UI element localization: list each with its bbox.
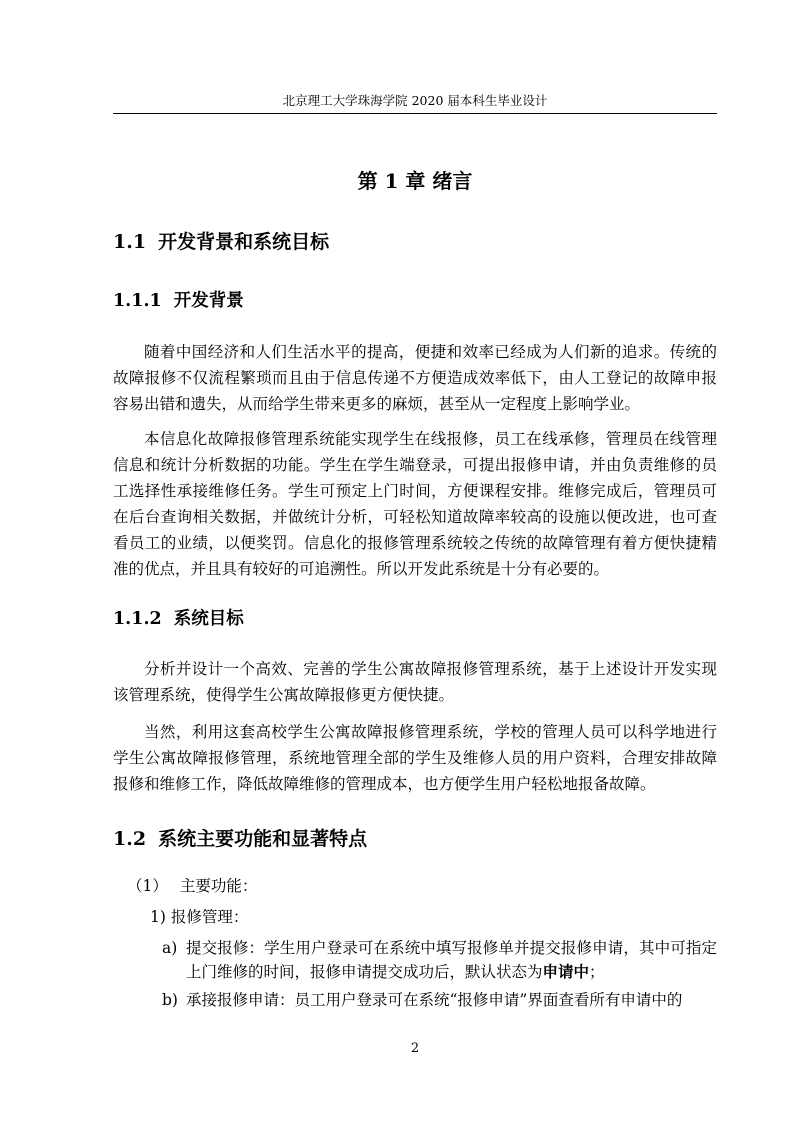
- list-item-body: [186, 936, 717, 984]
- section-heading-1-1-2: [113, 606, 244, 632]
- section-number: 1.1.1: [113, 291, 162, 311]
- list-item-body: 承接报修申请：员工用户登录可在系统“报修申请”界面查看所有申请中的: [186, 991, 683, 1009]
- paragraph: 分析并设计一个高效、完善的学生公寓故障报修管理系统，基于上述设计开发实现该管理系统，使得学生公寓故障报修更方便快捷。: [113, 660, 717, 704]
- section-title: 系统目标: [173, 609, 244, 629]
- list-item-level-1: [127, 874, 257, 898]
- list-item-end: ；: [589, 963, 605, 981]
- section-heading-1-1: [113, 228, 329, 256]
- paragraph: 随着中国经济和人们生活水平的提高，便捷和效率已经成为人们新的追求。传统的故障报修不仅流程繁琐而且由于信息传递不方便造成效率低下，由人工登记的故障申报容易出错和遗失，从而给学生带来更多的麻烦，甚至从一定程度上影响学业。: [113, 343, 717, 413]
- paragraph: 当然，利用这套高校学生公寓故障报修管理系统，学校的管理人员可以科学地进行学生公寓故障报修管理，系统地管理全部的学生及维修人员的用户资料，合理安排故障报修和维修工作，降低故障维修的管理成本，也方便学生用户轻松地报备故障。: [113, 723, 717, 793]
- section-title: 开发背景和系统目标: [158, 231, 330, 253]
- list-number: （1）: [127, 877, 168, 895]
- section-title: 开发背景: [173, 291, 244, 311]
- section-number: 1.1: [113, 231, 147, 253]
- section-heading-1-1-1: [113, 288, 244, 314]
- list-item-text: 提交报修：学生用户登录可在系统中填写报修单并提交报修申请，其中可指定上门维修的时间，报修申请提交成功后，默认状态为: [186, 939, 717, 981]
- list-item-a: [150, 936, 717, 984]
- list-item-level-2: 1) 报修管理：: [150, 908, 249, 926]
- running-header: 北京理工大学珠海学院 2020 届本科生毕业设计: [282, 93, 548, 108]
- section-number: 1.1.2: [113, 609, 162, 629]
- header-rule: [113, 113, 717, 114]
- chapter-title: 第 1 章 绪言: [357, 169, 473, 193]
- status-emphasis: 申请中: [542, 962, 590, 981]
- list-text: 主要功能：: [179, 877, 258, 895]
- section-heading-1-2: [113, 825, 367, 853]
- list-marker: a): [162, 939, 178, 957]
- paragraph: 本信息化故障报修管理系统能实现学生在线报修，员工在线承修，管理员在线管理信息和统计分析数据的功能。学生在学生端登录，可提出报修申请，并由负责维修的员工选择性承接维修任务。学生可预定上门时间，方便课程安排。维修完成后，管理员可在后台查询相关数据，并做统计分析，可轻松知道故障率较高的设施以便改进，也可查看员工的业绩，以便奖罚。信息化的报修管理系统较之传统的故障管理有着方便快捷精准的优点，并且具有较好的可追溯性。所以开发此系统是十分有必要的。: [113, 430, 717, 578]
- page-number: 2: [410, 1041, 420, 1056]
- list-item-b: [150, 988, 717, 1012]
- list-marker: b): [162, 991, 178, 1009]
- section-number: 1.2: [113, 828, 147, 850]
- section-title: 系统主要功能和显著特点: [158, 828, 368, 850]
